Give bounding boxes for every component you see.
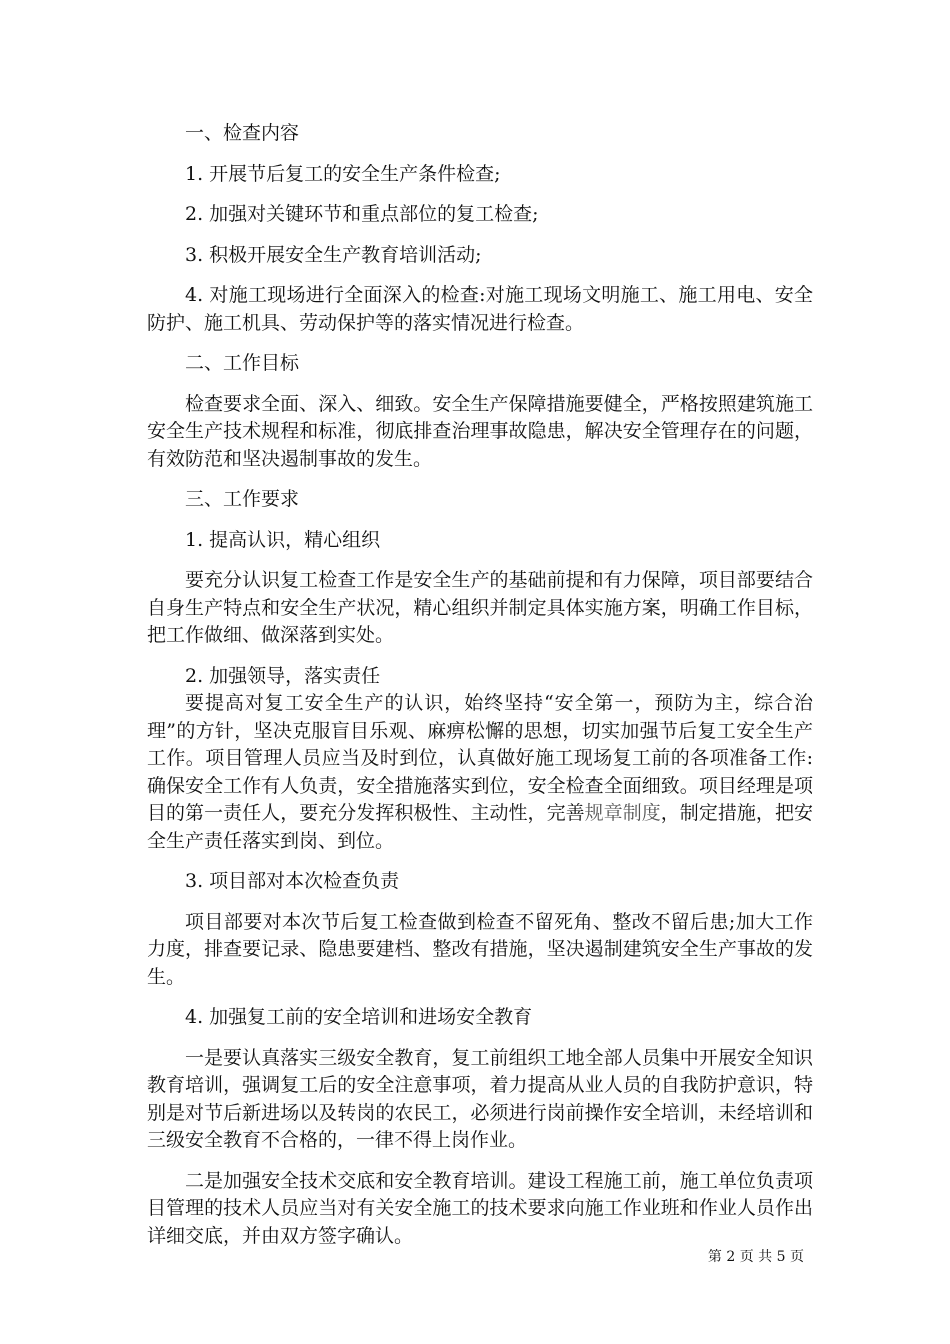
subheading-1: 1. 提高认识，精心组织: [185, 528, 381, 551]
subheading-4: 4. 加强复工前的安全培训和进场安全教育: [185, 1006, 533, 1028]
section-heading-1: 一、检查内容: [185, 122, 300, 144]
paragraph-education: 一是要认真落实三级安全教育，复工前组织工地全部人员集中开展安全知识教育培训，强调复工后的安全注意事项，着力提高从业人员的自我防护意识，特别是对节后新进场以及转岗的农民工，必须进行岗前操作安全培训，未经培训和三级安全教育不合格的，一律不得上岗作业。: [147, 1046, 813, 1151]
paragraph-leadership-gray: 规章制度: [584, 802, 661, 824]
paragraph-leadership-text: 要提高对复工安全生产的认识，始终坚持“安全第一，预防为主，综合治理”的方针，坚决克服盲目乐观、麻痹松懈的思想，切实加强节后复工安全生产工作。项目管理人员应当及时到位，认真做好施工现场复工前的各项准备工作:确保安全工作有人负责，安全措施落实到位，安全检查全面细致。项目经理是项目的第一责任人，要充分发挥积极性、主动性，完善: [147, 692, 813, 824]
list-item-1: 1. 开展节后复工的安全生产条件检查;: [185, 162, 501, 185]
list-item-3: 3. 积极开展安全生产教育培训活动;: [185, 243, 482, 266]
section-heading-3: 三、工作要求: [185, 488, 300, 510]
subheading-2: 2. 加强领导，落实责任: [185, 664, 381, 687]
list-item-4: 4. 对施工现场进行全面深入的检查:对施工现场文明施工、施工用电、安全防护、施工机具、劳动保护等的落实情况进行检查。: [147, 284, 813, 334]
subheading-3: 3. 项目部对本次检查负责: [185, 870, 400, 892]
paragraph-leadership-tail: ，制定措施，把安全生产责任落实到岗、到位。: [147, 802, 813, 852]
document-body: [147, 120, 813, 1263]
list-item-2: 2. 加强对关键环节和重点部位的复工检查;: [185, 203, 539, 225]
paragraph-awareness: 要充分认识复工检查工作是安全生产的基础前提和有力保障，项目部要结合自身生产特点和安全生产状况，精心组织并制定具体实施方案，明确工作目标，把工作做细、做深落到实处。: [147, 569, 813, 646]
paragraph-technical-briefing: 二是加强安全技术交底和安全教育培训。建设工程施工前，施工单位负责项目管理的技术人员应当对有关安全施工的技术要求向施工作业班和作业人员作出详细交底，并由双方签字确认。: [147, 1169, 813, 1247]
paragraph-leadership: [147, 690, 813, 855]
paragraph-responsibility: 项目部要对本次节后复工检查做到检查不留死角、整改不留后患;加大工作力度，排查要记录、隐患要建档、整改有措施，坚决遏制建筑安全生产事故的发生。: [147, 910, 813, 988]
paragraph-work-goal: 检查要求全面、深入、细致。安全生产保障措施要健全，严格按照建筑施工安全生产技术规程和标准，彻底排查治理事故隐患，解决安全管理存在的问题，有效防范和坚决遏制事故的发生。: [147, 392, 813, 470]
page-number: 第 2 页 共 5 页: [707, 1249, 804, 1265]
section-heading-2: 二、工作目标: [185, 352, 300, 374]
